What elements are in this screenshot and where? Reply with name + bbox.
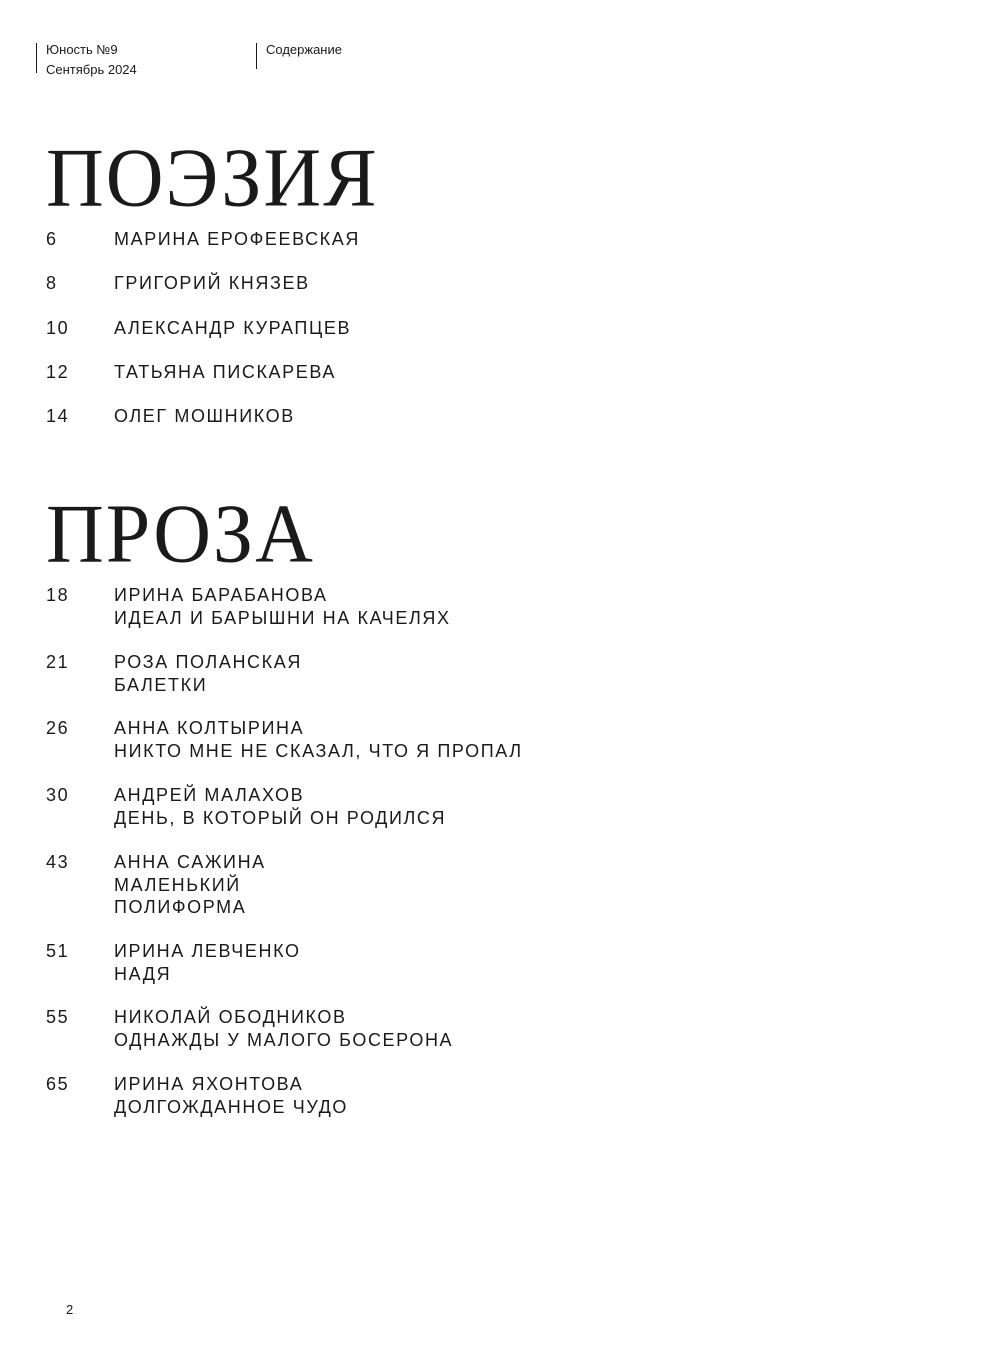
toc-page-number: 65 — [46, 1074, 70, 1094]
toc-entry — [46, 784, 446, 829]
toc-work-title: НИКТО МНЕ НЕ СКАЗАЛ, ЧТО Я ПРОПАЛ — [114, 740, 523, 761]
toc-entry — [46, 1006, 453, 1051]
toc-page-number: 30 — [46, 785, 70, 805]
toc-page-number: 10 — [46, 318, 70, 338]
toc-entry — [46, 651, 302, 696]
toc-page-number: 8 — [46, 273, 58, 293]
toc-author: ИРИНА БАРАБАНОВА — [114, 585, 328, 605]
toc-work-title: МАЛЕНЬКИЙ — [114, 874, 241, 895]
toc-entry — [46, 584, 451, 629]
prose-section-title: ПРОЗА — [46, 487, 315, 581]
toc-author: МАРИНА ЕРОФЕЕВСКАЯ — [114, 229, 360, 249]
toc-author: АНДРЕЙ МАЛАХОВ — [114, 785, 305, 805]
toc-entry — [46, 361, 336, 384]
toc-entry — [46, 717, 523, 762]
toc-page-number: 51 — [46, 941, 70, 961]
toc-entry — [46, 317, 351, 340]
toc-author: НИКОЛАЙ ОБОДНИКОВ — [114, 1007, 347, 1027]
toc-author: ОЛЕГ МОШНИКОВ — [114, 406, 295, 426]
toc-work-title: ИДЕАЛ И БАРЫШНИ НА КАЧЕЛЯХ — [114, 607, 451, 628]
toc-author: ИРИНА ЛЕВЧЕНКО — [114, 941, 301, 961]
toc-entry — [46, 272, 310, 295]
toc-author: ГРИГОРИЙ КНЯЗЕВ — [114, 273, 310, 293]
running-header-left — [36, 40, 137, 80]
section-name: Содержание — [266, 42, 342, 57]
running-header-right — [256, 40, 342, 60]
toc-page-number: 26 — [46, 718, 70, 738]
toc-entry — [46, 940, 301, 985]
toc-work-title: НАДЯ — [114, 963, 172, 984]
toc-entry — [46, 228, 360, 251]
toc-page-number: 6 — [46, 229, 58, 249]
toc-work-title: ДОЛГОЖДАННОЕ ЧУДО — [114, 1096, 348, 1117]
page-number: 2 — [66, 1302, 74, 1317]
toc-work-title: ОДНАЖДЫ У МАЛОГО БОСЕРОНА — [114, 1029, 454, 1050]
toc-page-number: 43 — [46, 852, 70, 872]
toc-page-number: 14 — [46, 406, 70, 426]
toc-author: АННА КОЛТЫРИНА — [114, 718, 305, 738]
header-divider — [36, 43, 37, 73]
toc-author: АЛЕКСАНДР КУРАПЦЕВ — [114, 318, 352, 338]
toc-work-title: БАЛЕТКИ — [114, 674, 208, 695]
toc-author: ТАТЬЯНА ПИСКАРЕВА — [114, 362, 336, 382]
toc-entry — [46, 1073, 348, 1118]
toc-author: ИРИНА ЯХОНТОВА — [114, 1074, 304, 1094]
header-divider — [256, 43, 257, 69]
toc-entry — [46, 405, 295, 428]
toc-work-title: ПОЛИФОРМА — [114, 897, 247, 917]
issue-date: Сентябрь 2024 — [46, 62, 137, 77]
toc-page-number: 12 — [46, 362, 70, 382]
toc-page-number: 55 — [46, 1007, 70, 1027]
toc-entry — [46, 851, 266, 919]
poetry-section-title: ПОЭЗИЯ — [46, 131, 379, 225]
toc-author: АННА САЖИНА — [114, 852, 266, 872]
toc-work-title: ДЕНЬ, В КОТОРЫЙ ОН РОДИЛСЯ — [114, 807, 447, 828]
toc-author: РОЗА ПОЛАНСКАЯ — [114, 652, 302, 672]
magazine-issue: Юность №9 — [46, 42, 118, 57]
toc-page-number: 21 — [46, 652, 70, 672]
toc-page-number: 18 — [46, 585, 70, 605]
